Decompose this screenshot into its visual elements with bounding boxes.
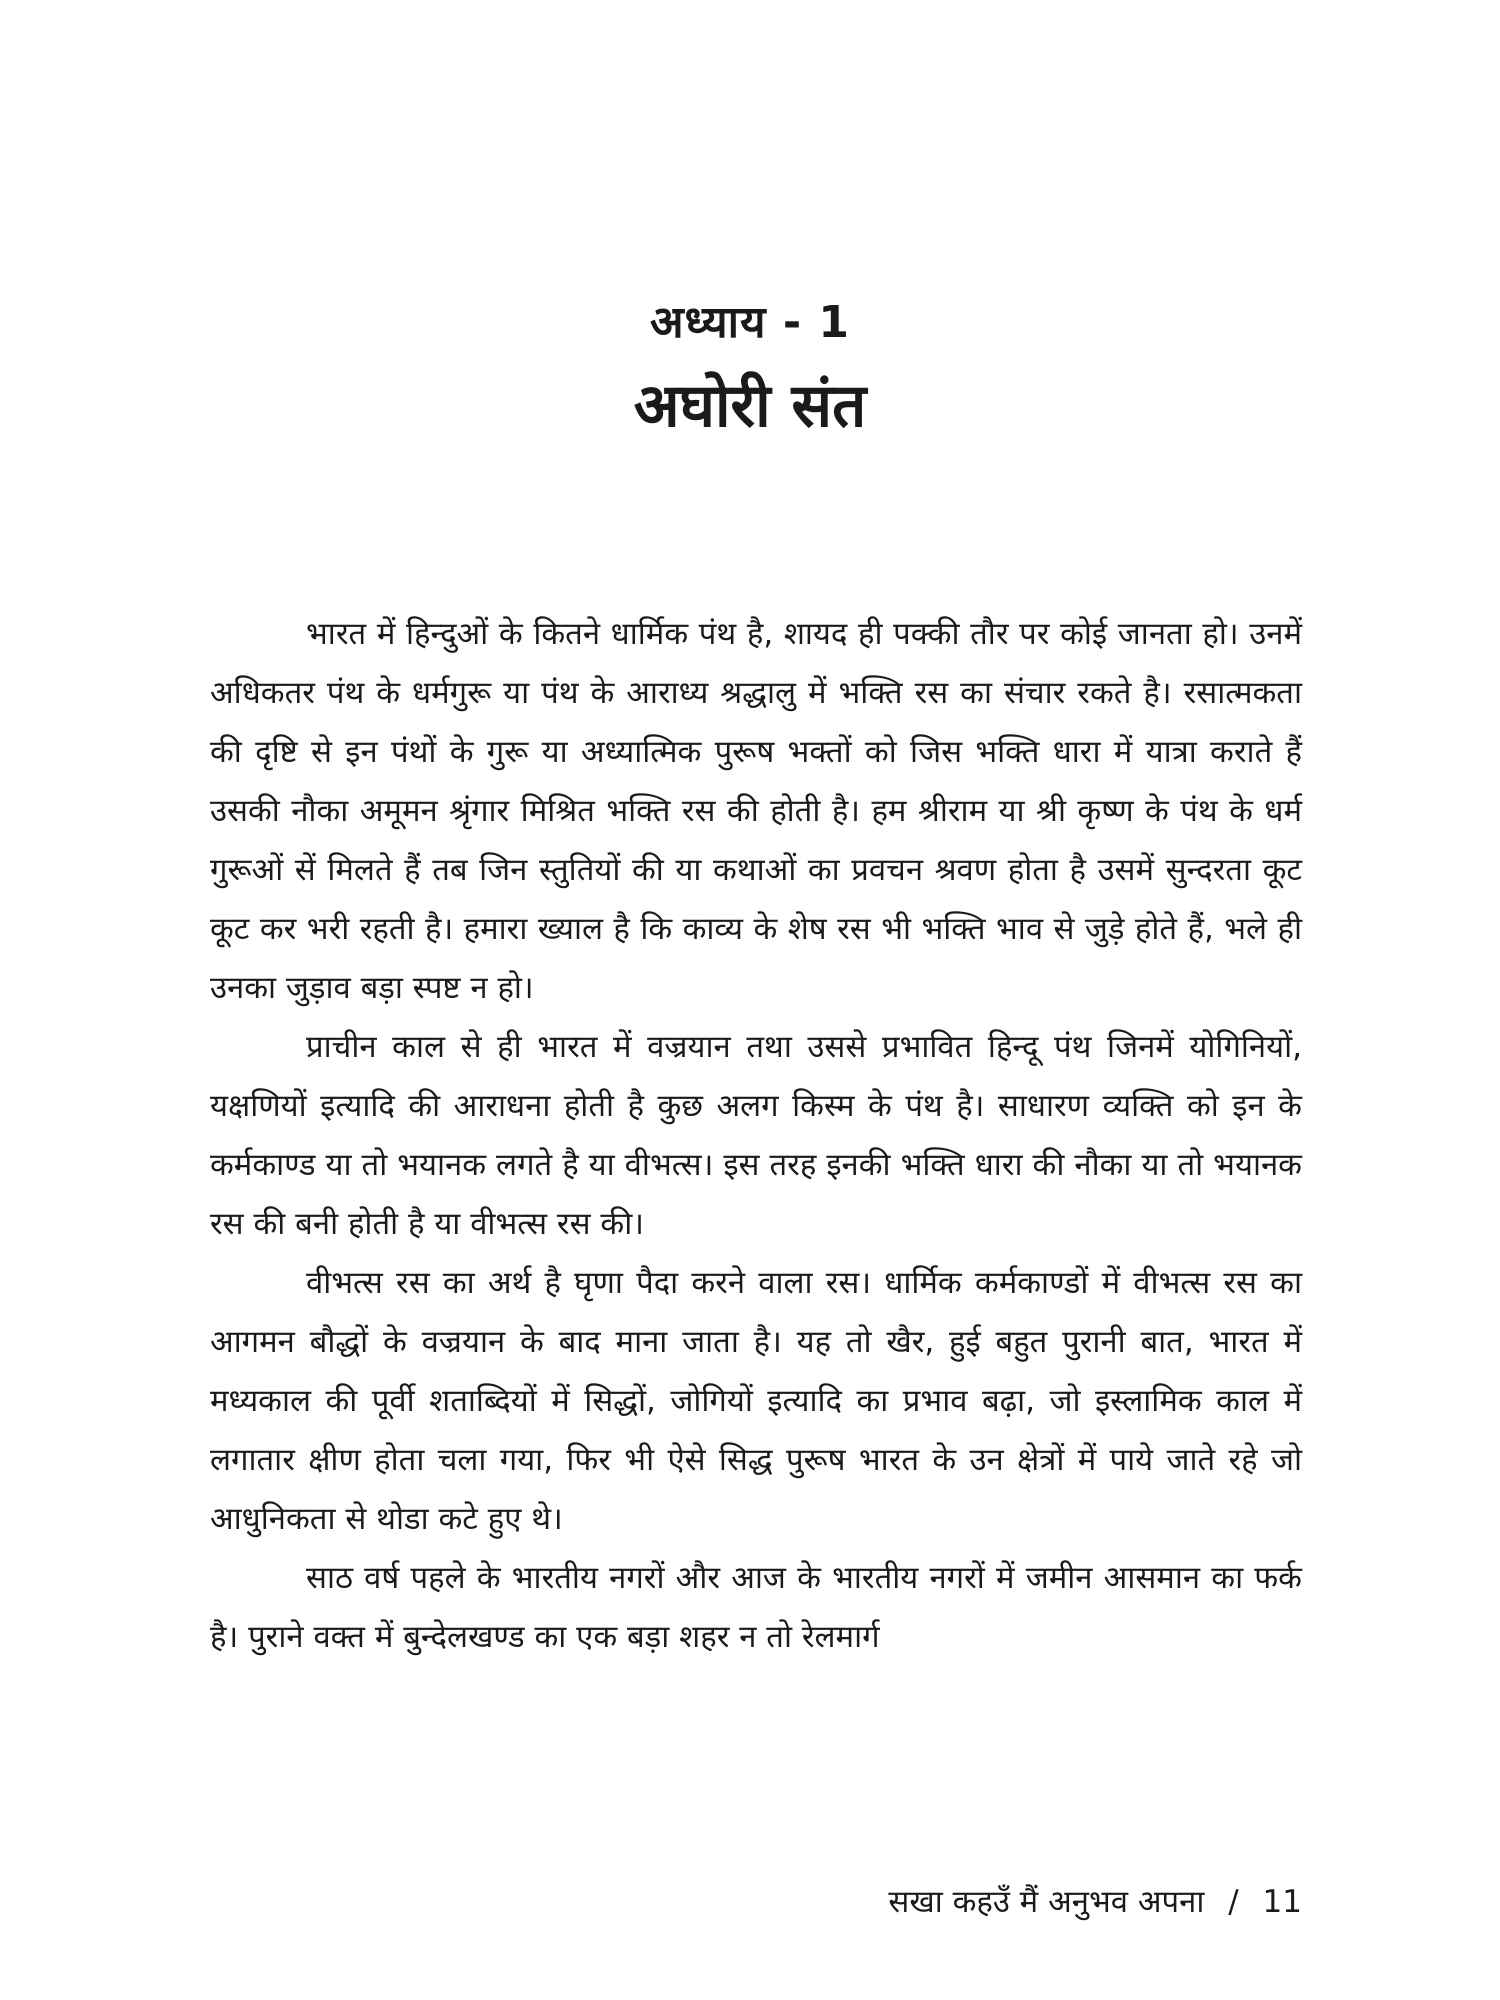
- paragraph: साठ वर्ष पहले के भारतीय नगरों और आज के भारतीय नगरों में जमीन आसमान का फर्क है। पुराने वक्त में बुन्देलखण्ड का एक बड़ा शहर न तो रेलमार्ग: [210, 1560, 1302, 1655]
- chapter-label: अध्याय - 1: [649, 297, 851, 348]
- paragraph: भारत में हिन्दुओं के कितने धार्मिक पंथ है, शायद ही पक्की तौर पर कोई जानता हो। उनमें अधिकतर पंथ के धर्मगुरू या पंथ के आराध्य श्रद्धालु में भक्ति रस का संचार रकते है। रसात्मकता की दृष्टि से इन पंथों के गुरू या अध्यात्मिक पुरूष भक्तों को जिस भक्ति धारा में यात्रा कराते हैं उसकी नौका अमूमन श्रृंगार मिश्रित भक्ति रस की होती है। हम श्रीराम या श्री कृष्ण के पंथ के धर्म गुरूओं सें मिलते हैं तब जिन स्तुतियों की या कथाओं का प्रवचन श्रवण होता है उसमें सुन्दरता कूट कूट कर भरी रहती है। हमारा ख्याल है कि काव्य के शेष रस भी भक्ति भाव से जुड़े होते हैं, भले ही उनका जुड़ाव बड़ा स्पष्ट न हो।: [210, 616, 1302, 1006]
- body-text: [210, 605, 1302, 1667]
- footer-book-title: सखा कहउँ मैं अनुभव अपना: [888, 1884, 1205, 1920]
- footer-separator: /: [1228, 1884, 1239, 1920]
- paragraph: वीभत्स रस का अर्थ है घृणा पैदा करने वाला रस। धार्मिक कर्मकाण्डों में वीभत्स रस का आगमन बौद्धों के वज्रयान के बाद माना जाता है। यह तो खैर, हुई बहुत पुरानी बात, भारत में मध्यकाल की पूर्वी शताब्दियों में सिद्धों, जोगियों इत्यादि का प्रभाव बढ़ा, जो इस्लामिक काल में लगातार क्षीण होता चला गया, फिर भी ऐसे सिद्ध पुरूष भारत के उन क्षेत्रों में पाये जाते रहे जो आधुनिकता से थोडा कटे हुए थे।: [210, 1265, 1302, 1537]
- page-footer: [888, 1880, 1302, 1922]
- page-number: 11: [1262, 1884, 1302, 1920]
- chapter-title: अघोरी संत: [633, 371, 867, 441]
- paragraph: प्राचीन काल से ही भारत में वज्रयान तथा उससे प्रभावित हिन्दू पंथ जिनमें योगिनियों, यक्षणियों इत्यादि की आराधना होती है कुछ अलग किस्म के पंथ है। साधारण व्यक्ति को इन के कर्मकाण्ड या तो भयानक लगते है या वीभत्स। इस तरह इनकी भक्ति धारा की नौका या तो भयानक रस की बनी होती है या वीभत्स रस की।: [210, 1029, 1302, 1242]
